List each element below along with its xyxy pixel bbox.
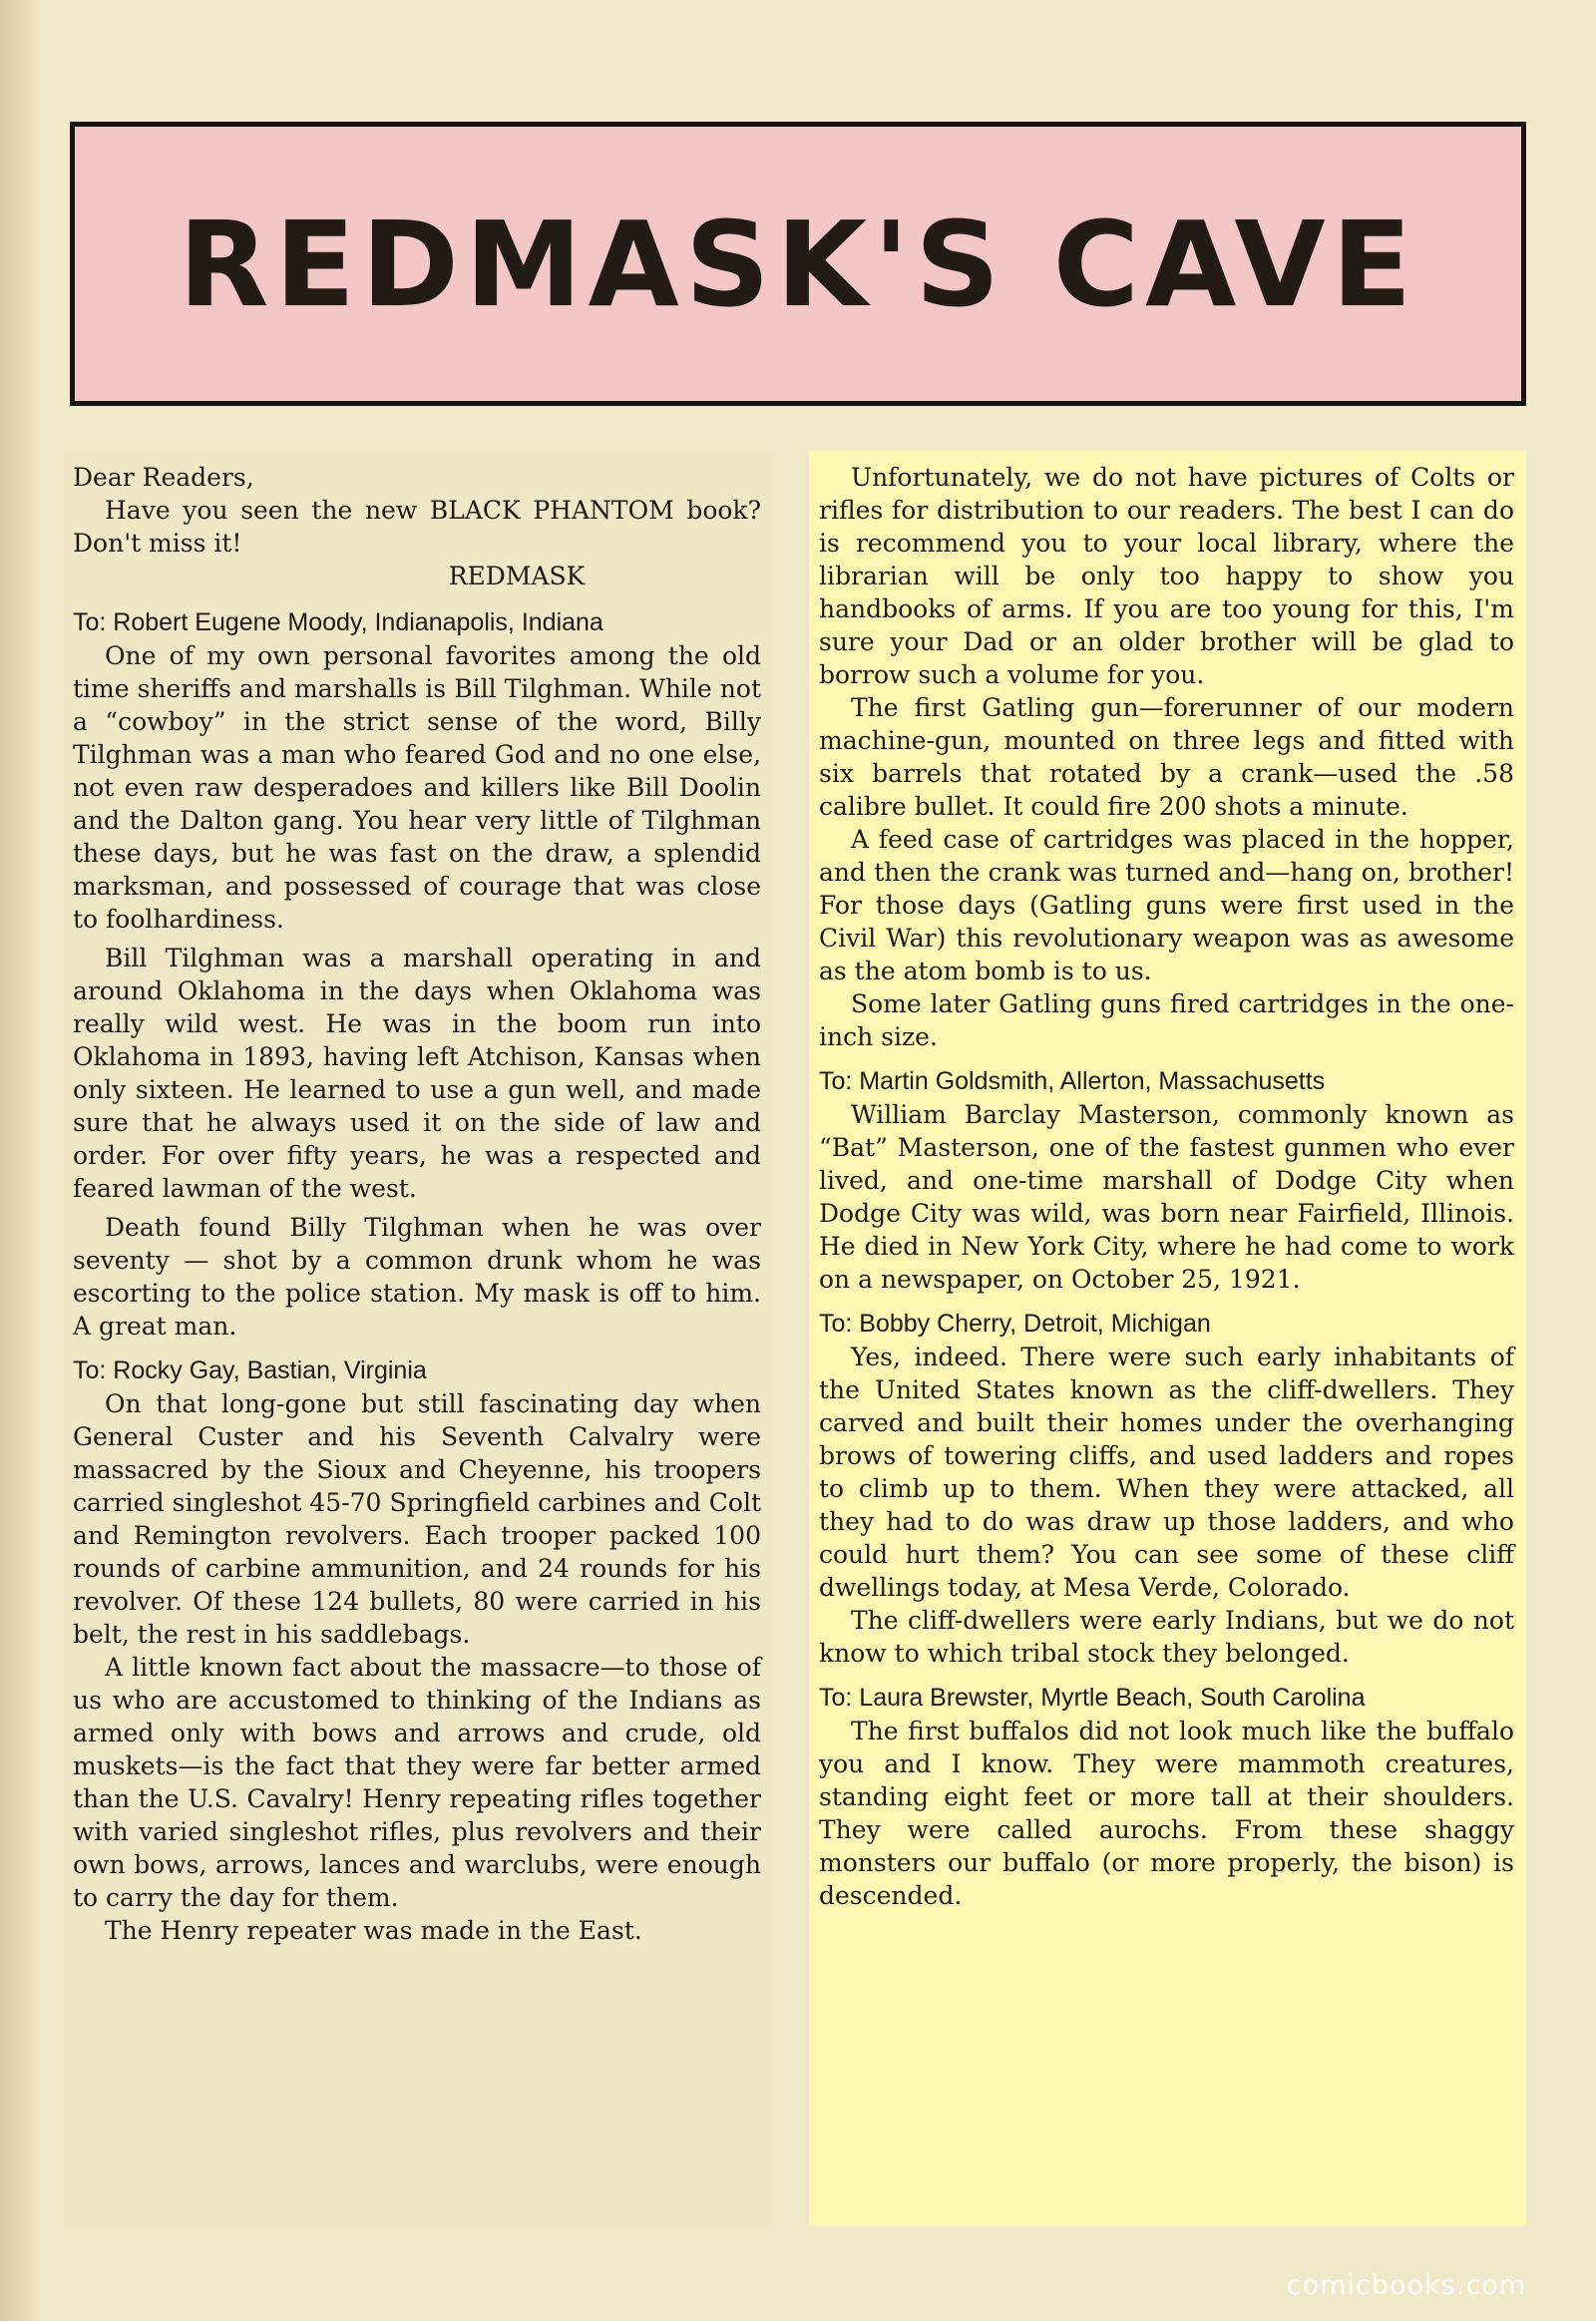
left-column — [63, 451, 773, 2226]
letter-paragraph: The first Gatling gun—forerunner of our modern machine-gun, mounted on three legs and fitted with six barrels that rotated by a crank—used the .58 calibre bullet. It could fire 200 shots a minute. — [819, 693, 1514, 821]
letter-paragraph: The cliff-dwellers were early Indians, but we do not know to which tribal stock they belonged. — [819, 1606, 1514, 1668]
letter-paragraph: The Henry repeater was made in the East. — [105, 1916, 642, 1945]
page-title: REDMASK'S CAVE — [178, 194, 1418, 333]
letter-address: To: Laura Brewster, Myrtle Beach, South Carolina — [819, 1684, 1366, 1712]
letter-paragraph: Unfortunately, we do not have pictures of Colts or rifles for distribution to our readers. The best I can do is recommend you to your local library, where the librarian will be only too happy to show you handbooks of arms. If you are too young for this, I'm sure your Dad or an older brother will be glad to borrow such a volume for you. — [819, 463, 1514, 689]
greeting: Dear Readers, — [73, 463, 254, 492]
letter-paragraph: Bill Tilghman was a marshall operating in and around Oklahoma in the days when Oklahoma was really wild west. He was in the boom run into Oklahoma in 1893, having left Atchison, Kansas when only sixteen. He learned to use a gun well, and made sure that he always used it on the side of law and order. For over fifty years, he was a respected and feared lawman of the west. — [73, 944, 761, 1203]
letter-paragraph: Death found Billy Tilghman when he was over seventy — shot by a common drunk whom he was escorting to the police station. My mask is off to him. A great man. — [73, 1213, 761, 1341]
site-watermark: comicbooks.com — [1286, 2270, 1526, 2301]
letter-paragraph: On that long-gone but still fascinating day when General Custer and his Seventh Calvalry were massacred by the Sioux and Cheyenne, his troopers carried singleshot 45-70 Springfield carbines and Colt and Remington revolvers. Each trooper packed 100 rounds of carbine ammunition, and 24 rounds for his revolver. Of these 124 bullets, 80 were carried in his belt, the rest in his saddlebags. — [73, 1389, 761, 1649]
letter-paragraph: William Barclay Masterson, commonly known as “Bat” Masterson, one of the fastest gunmen who ever lived, and one-time marshall of Dodge City when Dodge City was wild, was born near Fairfield, Illinois. He died in New York City, where he had come to work on a newspaper, on October 25, 1921. — [819, 1100, 1514, 1294]
page-edge — [0, 0, 40, 2321]
letter-paragraph: Some later Gatling guns fired cartridges in the one-inch size. — [819, 989, 1514, 1051]
letter-address: To: Robert Eugene Moody, Indianapolis, Indiana — [73, 608, 603, 636]
right-column — [809, 451, 1526, 2226]
intro-text: Have you seen the new BLACK PHANTOM book? Don't miss it! — [73, 496, 761, 558]
letter-paragraph: Yes, indeed. There were such early inhabitants of the United States known as the cliff-dwellers. They carved and built their homes under the overhanging brows of towering cliffs, and used ladders and ropes to climb up to them. When they were attacked, all they had to do was draw up those ladders, and who could hurt them? You can see some of these cliff dwellings today, at Mesa Verde, Colorado. — [819, 1343, 1514, 1602]
letter-address: To: Martin Goldsmith, Allerton, Massachusetts — [819, 1067, 1326, 1095]
signature: REDMASK — [448, 562, 586, 590]
letter-address: To: Bobby Cherry, Detroit, Michigan — [819, 1310, 1211, 1338]
title-banner — [70, 122, 1526, 406]
letter-paragraph: A little known fact about the massacre—to those of us who are accustomed to thinking of the Indians as armed only with bows and arrows and crude, old muskets—is the fact that they were far better armed than the U.S. Cavalry! Henry repeating rifles together with varied singleshot rifles, plus revolvers and their own bows, arrows, lances and warclubs, were enough to carry the day for them. — [73, 1653, 761, 1912]
letter-paragraph: The first buffalos did not look much like the buffalo you and I know. They were mammoth creatures, standing eight feet or more tall at their shoulders. They were called aurochs. From these shaggy monsters our buffalo (or more properly, the bison) is descended. — [819, 1717, 1514, 1910]
letter-paragraph: A feed case of cartridges was placed in the hopper, and then the crank was turned and—hang on, brother! For those days (Gatling guns were first used in the Civil War) this revolutionary weapon was as awesome as the atom bomb is to us. — [819, 825, 1514, 985]
letter-address: To: Rocky Gay, Bastian, Virginia — [73, 1356, 427, 1384]
letter-paragraph: One of my own personal favorites among the old time sheriffs and marshalls is Bill Tilghman. While not a “cowboy” in the strict sense of the word, Billy Tilghman was a man who feared God and no one else, not even raw desperadoes and killers like Bill Doolin and the Dalton gang. You hear very little of Tilghman these days, but he was fast on the draw, a splendid marksman, and possessed of courage that was close to foolhardiness. — [73, 641, 761, 934]
